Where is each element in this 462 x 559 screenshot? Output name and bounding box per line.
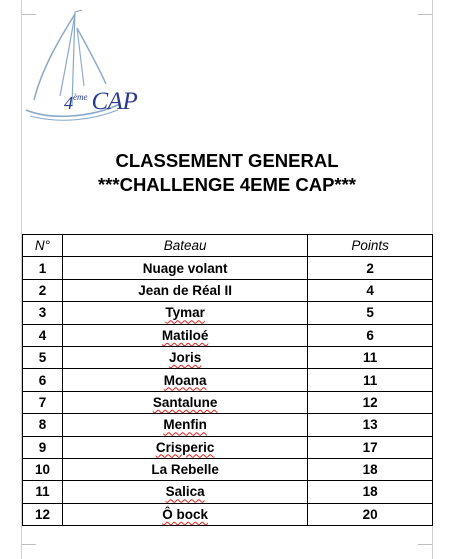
rank-cell: 6 [23, 369, 63, 391]
rank-cell: 5 [23, 346, 63, 368]
boat-cell [62, 503, 307, 525]
table-row [23, 481, 433, 503]
rank-cell: 7 [23, 391, 63, 413]
points-cell: 5 [308, 302, 433, 324]
boat-name: Crisperic [155, 439, 215, 455]
boat-name: Salica [165, 484, 205, 500]
header-points: Points [308, 235, 433, 257]
points-cell: 20 [308, 503, 433, 525]
boat-cell [62, 436, 307, 458]
table-row [23, 458, 433, 480]
logo-word: CAP [91, 88, 138, 115]
boat-name: Matiloé [161, 327, 209, 343]
points-cell: 17 [308, 436, 433, 458]
boat-cell [62, 324, 307, 346]
table-row [23, 436, 433, 458]
rank-cell: 1 [23, 257, 63, 279]
boat-cell [62, 302, 307, 324]
table-row [23, 279, 433, 301]
boat-name: Ô bock [162, 506, 208, 522]
rank-cell: 10 [23, 458, 63, 480]
table-row [23, 324, 433, 346]
logo-wordmark [64, 88, 137, 116]
boat-cell [62, 391, 307, 413]
table-row [23, 302, 433, 324]
points-cell: 6 [308, 324, 433, 346]
boat-cell [62, 414, 307, 436]
rank-cell: 9 [23, 436, 63, 458]
margin-mark [418, 544, 432, 545]
boat-name: Joris [168, 350, 202, 366]
table-row [23, 414, 433, 436]
ranking-body [23, 257, 433, 526]
points-cell: 18 [308, 458, 433, 480]
table-row [23, 257, 433, 279]
boat-cell [62, 279, 307, 301]
boat-name: Moana [163, 372, 207, 388]
table-row [23, 503, 433, 525]
table-row [23, 391, 433, 413]
rank-cell: 11 [23, 481, 63, 503]
document-title: CLASSEMENT GENERAL [115, 150, 339, 171]
boat-cell [62, 257, 307, 279]
points-cell: 11 [308, 369, 433, 391]
table-header-row [23, 235, 433, 257]
boat-cell [62, 346, 307, 368]
club-logo [20, 8, 138, 126]
boat-cell [62, 481, 307, 503]
points-cell: 13 [308, 414, 433, 436]
margin-mark [418, 14, 432, 15]
ranking-table [22, 234, 433, 526]
points-cell: 2 [308, 257, 433, 279]
points-cell: 11 [308, 346, 433, 368]
boat-cell [62, 458, 307, 480]
logo-superscript: ème [73, 91, 88, 102]
boat-name: Tymar [165, 305, 205, 321]
boat-name: La Rebelle [151, 462, 219, 478]
document-subtitle: ***CHALLENGE 4EME CAP*** [97, 174, 357, 195]
rank-cell: 4 [23, 324, 63, 346]
logo-number: 4 [64, 93, 73, 113]
table-row [23, 346, 433, 368]
boat-name: Santalune [152, 394, 218, 410]
points-cell: 12 [308, 391, 433, 413]
boat-name: Nuage volant [142, 260, 228, 276]
table-row [23, 369, 433, 391]
points-cell: 4 [308, 279, 433, 301]
margin-mark [22, 544, 36, 545]
points-cell: 18 [308, 481, 433, 503]
rank-cell: 8 [23, 414, 63, 436]
rank-cell: 3 [23, 302, 63, 324]
rank-cell: 2 [23, 279, 63, 301]
header-boat: Bateau [62, 235, 307, 257]
boat-name: Menfin [163, 417, 207, 433]
rank-cell: 12 [23, 503, 63, 525]
boat-name: Jean de Réal II [138, 282, 232, 298]
boat-cell [62, 369, 307, 391]
header-num: N° [23, 235, 63, 257]
